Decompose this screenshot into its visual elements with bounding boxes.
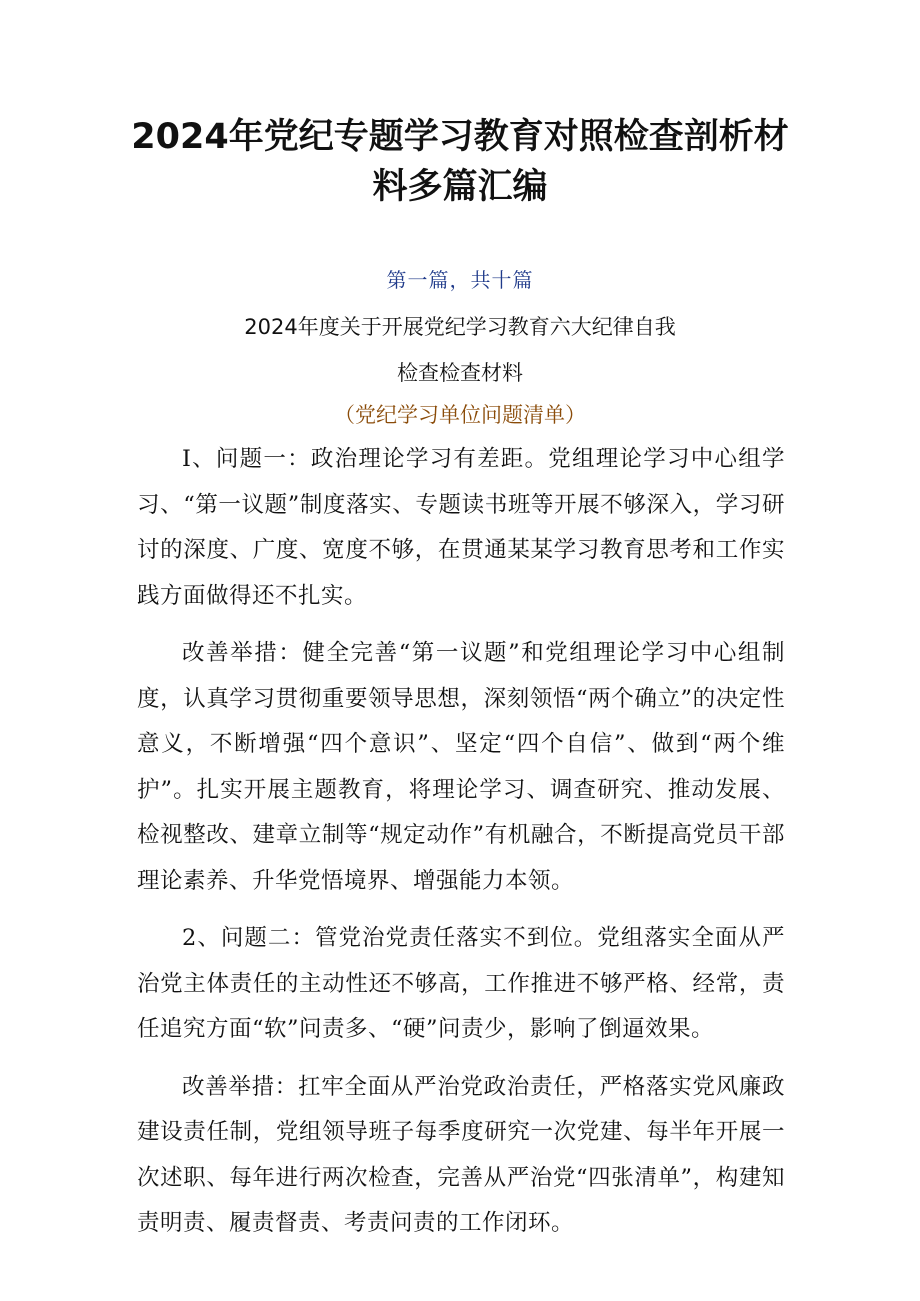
doc-title-line-2: 检查检查材料 — [397, 361, 523, 385]
main-title: 2024年党纪专题学习教育对照检查剖析材料多篇汇编 — [131, 117, 789, 207]
body-text — [137, 437, 785, 1259]
paragraph-measure-1: 改善举措：健全完善“第一议题”和党组理论学习中心组制度，认真学习贯彻重要领导思想，深刻领悟“两个确立”的决定性意义，不断增强“四个意识”、坚定“四个自信”、做到“两个维护”。扎实开展主题教育，将理论学习、调查研究、推动发展、检视整改、建章立制等“规定动作”有机融合，不断提高党员干部理论素养、升华党悟境界、增强能力本领。 — [137, 640, 785, 894]
list-heading: （党纪学习单位问题清单） — [334, 403, 586, 427]
doc-title-line-1: 2024年度关于开展党纪学习教育六大纪律自我 — [244, 315, 676, 339]
paragraph-problem-1: I、问题一：政治理论学习有差距。党组理论学习中心组学习、“第一议题”制度落实、专题读书班等开展不够深入，学习研讨的深度、广度、宽度不够，在贯通某某学习教育思考和工作实践方面做得还不扎实。 — [137, 446, 785, 609]
section-subtitle: 第一篇，共十篇 — [386, 268, 534, 292]
paragraph-measure-2: 改善举措：扛牢全面从严治党政治责任，严格落实党风廉政建设责任制，党组领导班子每季度研究一次党建、每半年开展一次述职、每年进行两次检查，完善从严治党“四张清单”，构建知责明责、履责督责、考责问责的工作闭环。 — [137, 1073, 785, 1236]
paragraph-problem-2: 2、问题二：管党治党责任落实不到位。党组落实全面从严治党主体责任的主动性还不够高，工作推进不够严格、经常，责任追究方面“软”问责多、“硬”问责少，影响了倒逼效果。 — [137, 925, 785, 1042]
